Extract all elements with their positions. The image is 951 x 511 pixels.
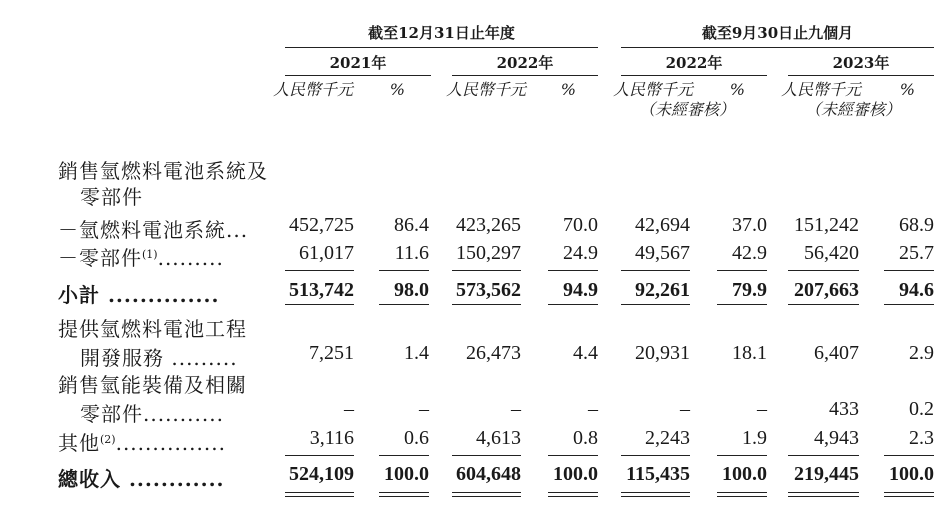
leader-dots: ............ bbox=[121, 467, 225, 491]
cell-r6-c0: 7,251 bbox=[309, 342, 354, 364]
cell-r4-c3: 94.9 bbox=[563, 279, 598, 301]
row-label-components bbox=[58, 242, 224, 271]
cell-r2-c0: 452,725 bbox=[289, 214, 354, 236]
cell-r2-c1: 86.4 bbox=[394, 214, 429, 236]
unit-amount-2: 人民幣千元 bbox=[445, 80, 526, 99]
cell-r8-c3: – bbox=[588, 398, 598, 420]
label-text: 其他 bbox=[58, 431, 100, 455]
cell-r8-c2: – bbox=[511, 398, 521, 420]
rule-total-double-bottom-1 bbox=[379, 496, 429, 497]
row-label-hydrogen-equipment-line2 bbox=[80, 398, 224, 427]
cell-r8-c5: – bbox=[757, 398, 767, 420]
unit-amount-3: 人民幣千元 bbox=[612, 80, 693, 99]
label-text: －氫燃料電池系統 bbox=[58, 218, 226, 242]
leader-dots: ......... bbox=[164, 346, 238, 370]
cell-r10-c1: 100.0 bbox=[384, 463, 429, 485]
cell-r10-c3: 100.0 bbox=[553, 463, 598, 485]
rule-below-subtotal-1 bbox=[379, 304, 429, 305]
rule-above-subtotal-4 bbox=[621, 270, 690, 271]
cell-r9-c0: 3,116 bbox=[309, 427, 354, 449]
cell-r8-c6: 433 bbox=[829, 398, 859, 420]
group-header-year-ended: 截至12月31日止年度 bbox=[368, 24, 515, 42]
rule-total-double-top-3 bbox=[548, 492, 598, 493]
cell-r6-c2: 26,473 bbox=[466, 342, 521, 364]
cell-r2-c5: 37.0 bbox=[732, 214, 767, 236]
year-header-2022-9m: 2022年 bbox=[665, 54, 723, 72]
rule-below-subtotal-0 bbox=[285, 304, 354, 305]
cell-r6-c5: 18.1 bbox=[732, 342, 767, 364]
rule-above-subtotal-3 bbox=[548, 270, 598, 271]
rule-total-double-top-0 bbox=[285, 492, 354, 493]
cell-r9-c1: 0.6 bbox=[404, 427, 429, 449]
rule-total-double-bottom-4 bbox=[621, 496, 690, 497]
rule-total-double-bottom-5 bbox=[717, 496, 767, 497]
rule-above-total-6 bbox=[788, 455, 859, 456]
unit-amount-4: 人民幣千元 bbox=[780, 80, 861, 99]
row-label-total-revenue bbox=[58, 463, 225, 492]
cell-r2-c3: 70.0 bbox=[563, 214, 598, 236]
leader-dots: ........... bbox=[143, 402, 224, 426]
row-label-engineering-line1: 提供氫燃料電池工程 bbox=[58, 317, 247, 341]
unit-pct-4: % bbox=[899, 80, 915, 99]
cell-r6-c3: 4.4 bbox=[573, 342, 598, 364]
year-rule-1 bbox=[285, 75, 431, 76]
label-text: 小計 bbox=[58, 283, 100, 307]
cell-r3-c6: 56,420 bbox=[804, 242, 859, 264]
cell-r3-c4: 49,567 bbox=[635, 242, 690, 264]
cell-r2-c7: 68.9 bbox=[899, 214, 934, 236]
rule-below-subtotal-6 bbox=[788, 304, 859, 305]
row-label-fuel-cell-systems bbox=[58, 214, 248, 243]
cell-r10-c6: 219,445 bbox=[794, 463, 859, 485]
rule-total-double-top-6 bbox=[788, 492, 859, 493]
cell-r9-c3: 0.8 bbox=[573, 427, 598, 449]
cell-r9-c6: 4,943 bbox=[814, 427, 859, 449]
cell-r8-c4: – bbox=[680, 398, 690, 420]
rule-below-subtotal-3 bbox=[548, 304, 598, 305]
rule-below-subtotal-7 bbox=[884, 304, 934, 305]
label-text: 總收入 bbox=[58, 467, 121, 491]
rule-below-subtotal-4 bbox=[621, 304, 690, 305]
cell-r8-c1: – bbox=[419, 398, 429, 420]
rule-total-double-bottom-0 bbox=[285, 496, 354, 497]
row-label-engineering-line2 bbox=[80, 342, 238, 371]
rule-above-subtotal-5 bbox=[717, 270, 767, 271]
rule-above-total-3 bbox=[548, 455, 598, 456]
rule-above-total-5 bbox=[717, 455, 767, 456]
unit-amount-1: 人民幣千元 bbox=[272, 80, 353, 99]
cell-r6-c4: 20,931 bbox=[635, 342, 690, 364]
group-rule-year-ended bbox=[285, 47, 598, 48]
cell-r8-c7: 0.2 bbox=[909, 398, 934, 420]
year-header-2023-9m: 2023年 bbox=[832, 54, 890, 72]
rule-total-double-top-4 bbox=[621, 492, 690, 493]
unit-pct-3: % bbox=[729, 80, 745, 99]
rule-below-subtotal-2 bbox=[452, 304, 521, 305]
label-text: 開發服務 bbox=[80, 346, 164, 370]
year-header-2021: 2021年 bbox=[329, 54, 387, 72]
cell-r4-c0: 513,742 bbox=[289, 279, 354, 301]
cell-r3-c7: 25.7 bbox=[899, 242, 934, 264]
rule-above-subtotal-0 bbox=[285, 270, 354, 271]
row-label-sales-fuel-cell-line2: 零部件 bbox=[80, 185, 143, 209]
leader-dots: ......... bbox=[157, 246, 224, 270]
cell-r3-c2: 150,297 bbox=[456, 242, 521, 264]
year-rule-2 bbox=[452, 75, 598, 76]
rule-above-subtotal-7 bbox=[884, 270, 934, 271]
rule-above-total-2 bbox=[452, 455, 521, 456]
rule-above-total-7 bbox=[884, 455, 934, 456]
rule-total-double-top-2 bbox=[452, 492, 521, 493]
unaudited-note-1: （未經審核） bbox=[638, 100, 735, 119]
cell-r10-c4: 115,435 bbox=[626, 463, 690, 485]
cell-r2-c2: 423,265 bbox=[456, 214, 521, 236]
cell-r10-c2: 604,648 bbox=[456, 463, 521, 485]
rule-total-double-bottom-7 bbox=[884, 496, 934, 497]
cell-r6-c1: 1.4 bbox=[404, 342, 429, 364]
cell-r9-c4: 2,243 bbox=[645, 427, 690, 449]
cell-r9-c2: 4,613 bbox=[476, 427, 521, 449]
cell-r9-c7: 2.3 bbox=[909, 427, 934, 449]
footnote-marker: (1) bbox=[142, 248, 158, 261]
rule-above-total-0 bbox=[285, 455, 354, 456]
leader-dots: ............... bbox=[115, 431, 226, 455]
group-header-nine-months: 截至9月30日止九個月 bbox=[701, 24, 854, 42]
group-rule-nine-months bbox=[621, 47, 934, 48]
label-text: －零部件 bbox=[58, 246, 142, 270]
rule-above-subtotal-6 bbox=[788, 270, 859, 271]
rule-total-double-bottom-2 bbox=[452, 496, 521, 497]
rule-above-subtotal-1 bbox=[379, 270, 429, 271]
cell-r8-c0: – bbox=[344, 398, 354, 420]
cell-r4-c4: 92,261 bbox=[635, 279, 690, 301]
rule-below-subtotal-5 bbox=[717, 304, 767, 305]
cell-r4-c5: 79.9 bbox=[732, 279, 767, 301]
unaudited-note-2: （未經審核） bbox=[804, 100, 901, 119]
cell-r2-c4: 42,694 bbox=[635, 214, 690, 236]
row-label-sales-fuel-cell-line1: 銷售氫燃料電池系統及 bbox=[58, 159, 268, 183]
rule-total-double-bottom-6 bbox=[788, 496, 859, 497]
cell-r2-c6: 151,242 bbox=[794, 214, 859, 236]
cell-r4-c1: 98.0 bbox=[394, 279, 429, 301]
cell-r10-c7: 100.0 bbox=[889, 463, 934, 485]
cell-r6-c6: 6,407 bbox=[814, 342, 859, 364]
cell-r4-c7: 94.6 bbox=[899, 279, 934, 301]
year-header-2022: 2022年 bbox=[496, 54, 554, 72]
year-rule-4 bbox=[788, 75, 934, 76]
row-label-hydrogen-equipment-line1: 銷售氫能裝備及相關 bbox=[58, 373, 247, 397]
rule-above-total-1 bbox=[379, 455, 429, 456]
leader-dots: .............. bbox=[100, 283, 220, 307]
cell-r10-c5: 100.0 bbox=[722, 463, 767, 485]
row-label-subtotal bbox=[58, 279, 219, 308]
rule-total-double-bottom-3 bbox=[548, 496, 598, 497]
footnote-marker: (2) bbox=[100, 433, 116, 446]
year-rule-3 bbox=[621, 75, 767, 76]
row-label-others bbox=[58, 427, 226, 456]
rule-above-total-4 bbox=[621, 455, 690, 456]
label-text: 零部件 bbox=[80, 402, 143, 426]
cell-r3-c0: 61,017 bbox=[299, 242, 354, 264]
cell-r3-c3: 24.9 bbox=[563, 242, 598, 264]
cell-r6-c7: 2.9 bbox=[909, 342, 934, 364]
unit-pct-2: % bbox=[560, 80, 576, 99]
unit-pct-1: % bbox=[389, 80, 405, 99]
cell-r3-c1: 11.6 bbox=[394, 242, 429, 264]
cell-r4-c6: 207,663 bbox=[794, 279, 859, 301]
rule-total-double-top-1 bbox=[379, 492, 429, 493]
rule-above-subtotal-2 bbox=[452, 270, 521, 271]
cell-r3-c5: 42.9 bbox=[732, 242, 767, 264]
rule-total-double-top-5 bbox=[717, 492, 767, 493]
cell-r4-c2: 573,562 bbox=[456, 279, 521, 301]
rule-total-double-top-7 bbox=[884, 492, 934, 493]
cell-r10-c0: 524,109 bbox=[289, 463, 354, 485]
leader-dots: ... bbox=[226, 218, 249, 242]
cell-r9-c5: 1.9 bbox=[742, 427, 767, 449]
